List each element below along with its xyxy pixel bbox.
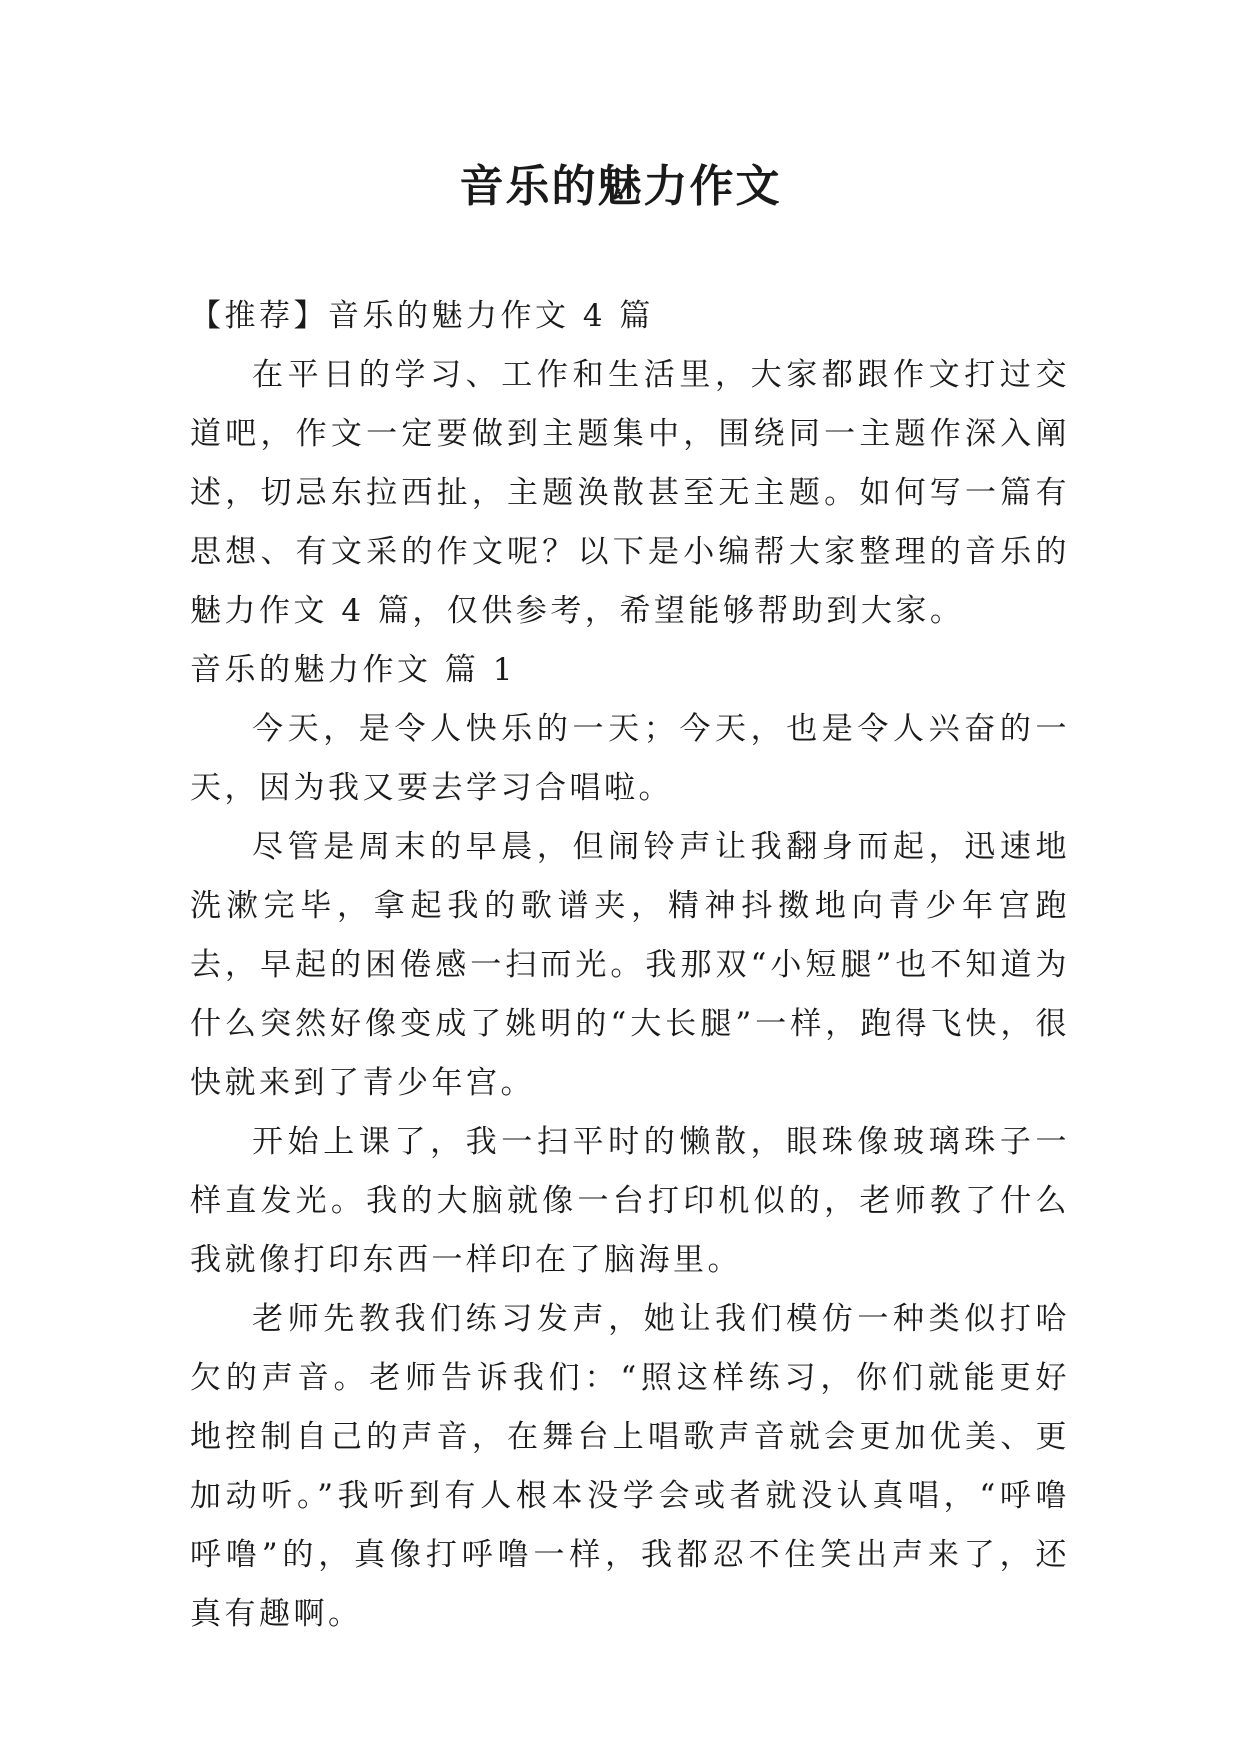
section-heading: 音乐的魅力作文 篇 1: [190, 652, 516, 688]
body-paragraph: 尽管是周末的早晨，但闹铃声让我翻身而起，迅速地洗漱完毕，拿起我的歌谱夹，精神抖擞地向青少年宫跑去，早起的困倦感一扫而光。我那双“小短腿”也不知道为什么突然好像变成了姚明的“大长腿”一样，跑得飞快，很快就来到了青少年宫。: [190, 829, 1070, 1101]
document-title: 音乐的魅力作文: [459, 161, 782, 212]
intro-paragraph: 在平日的学习、工作和生活里，大家都跟作文打过交道吧，作文一定要做到主题集中，围绕同一主题作深入阐述，切忌东拉西扯，主题涣散甚至无主题。如何写一篇有思想、有文采的作文呢？以下是小编帮大家整理的音乐的魅力作文 4 篇，仅供参考，希望能够帮助到大家。: [190, 357, 1070, 629]
document-subtitle: 【推荐】音乐的魅力作文 4 篇: [190, 298, 654, 334]
document-body: [190, 287, 1070, 1644]
body-paragraph: 开始上课了，我一扫平时的懒散，眼珠像玻璃珠子一样直发光。我的大脑就像一台打印机似的，老师教了什么我就像打印东西一样印在了脑海里。: [190, 1124, 1070, 1278]
body-paragraph: 今天，是令人快乐的一天；今天，也是令人兴奋的一天，因为我又要去学习合唱啦。: [190, 711, 1070, 806]
body-paragraph: 老师先教我们练习发声，她让我们模仿一种类似打哈欠的声音。老师告诉我们：“照这样练习，你们就能更好地控制自己的声音，在舞台上唱歌声音就会更加优美、更加动听。”我听到有人根本没学会或者就没认真唱，“呼噜呼噜”的，真像打呼噜一样，我都忍不住笑出声来了，还真有趣啊。: [190, 1301, 1070, 1632]
